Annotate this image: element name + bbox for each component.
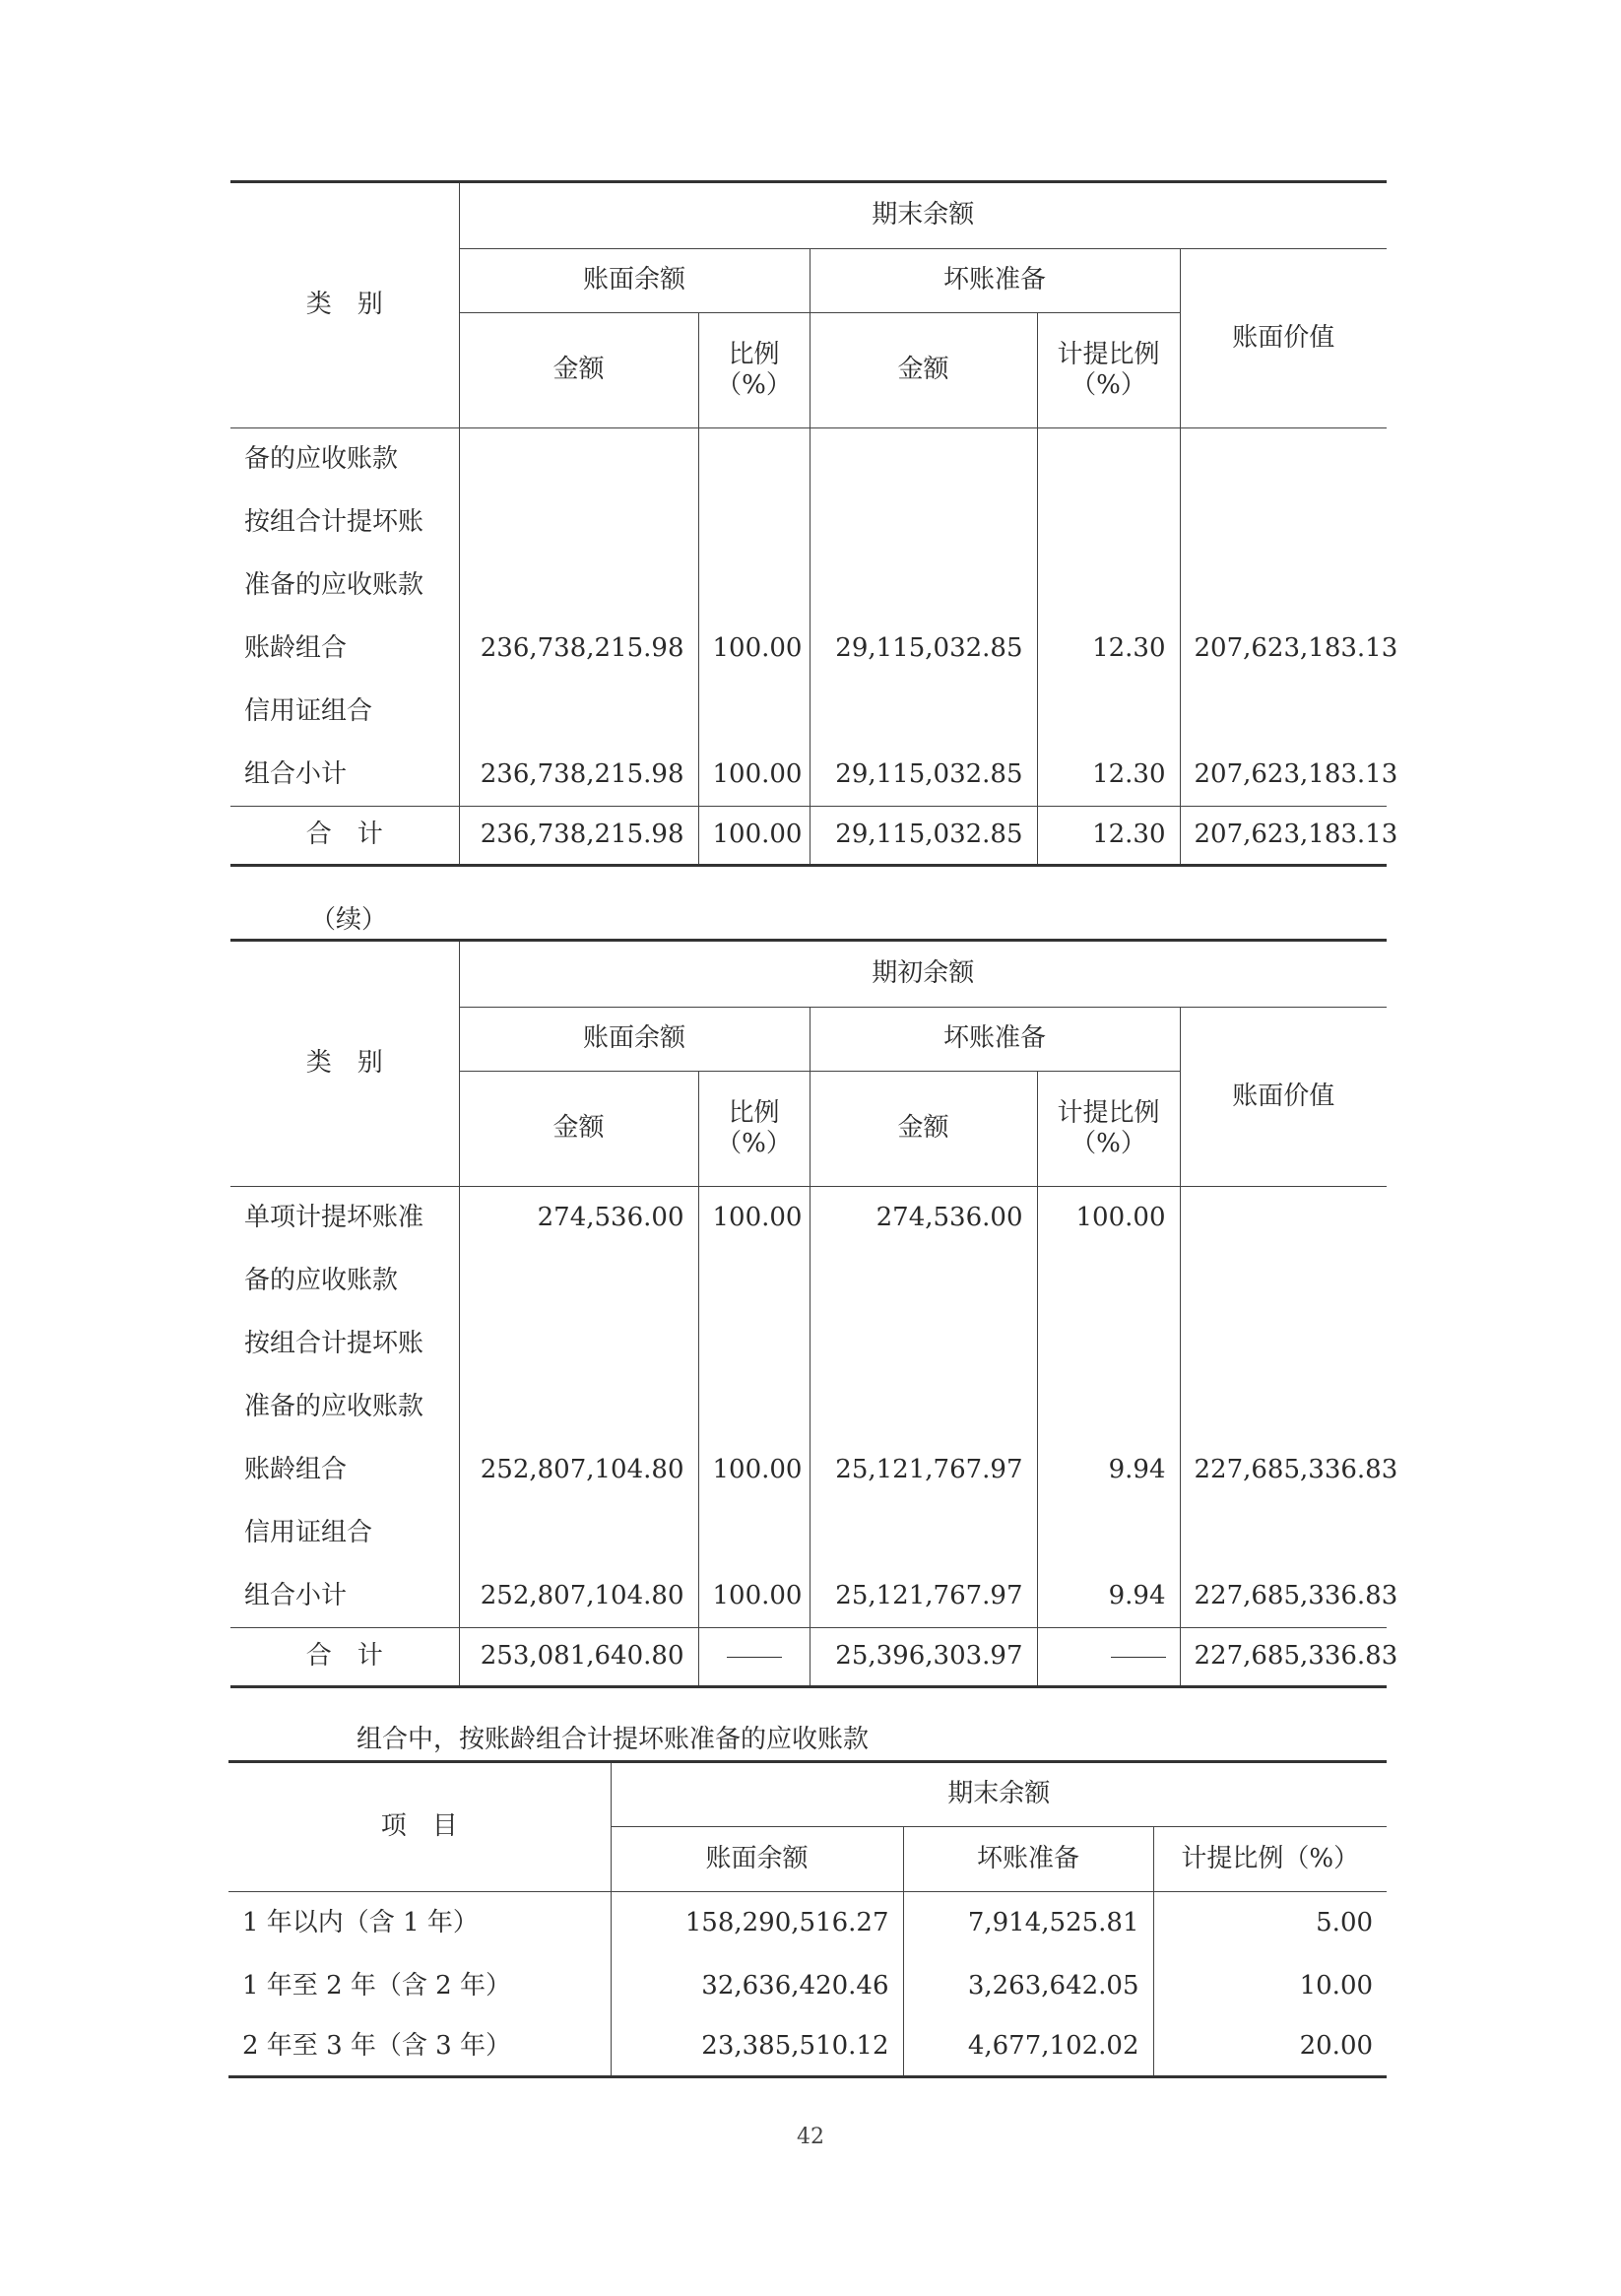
ratio-unit: （%） <box>716 370 792 400</box>
carrying-value-header: 账面价值 <box>1180 1008 1387 1187</box>
dash-mark <box>727 1657 782 1658</box>
provision-ratio-label: 计提比例 <box>1057 339 1160 369</box>
provision-ratio-header: 计提比例（%） <box>1153 1827 1387 1892</box>
provision-ratio-unit: （%） <box>1070 1129 1146 1158</box>
period-header: 期末余额 <box>611 1762 1387 1827</box>
period-header: 期初余额 <box>459 941 1387 1008</box>
ratio-label: 比例 <box>728 339 780 369</box>
table-row: 账龄组合 252,807,104.80 100.00 25,121,767.97 9.94 227,685,336.83 <box>230 1439 1387 1502</box>
table-row: 2 年至 3 年（含 3 年） 23,385,510.12 4,677,102.02 20.00 <box>228 2018 1387 2077</box>
dash-cell <box>1037 1628 1180 1687</box>
dash-mark <box>1111 1657 1166 1658</box>
dash-cell <box>698 1628 810 1687</box>
book-balance-header: 账面余额 <box>611 1827 903 1892</box>
table-row: 按组合计提坏账 <box>230 1313 1387 1376</box>
ratio-header <box>698 313 810 428</box>
total-row: 合 计 236,738,215.98 100.00 29,115,032.85 12.30 207,623,183.13 <box>230 807 1387 866</box>
table-row: 按组合计提坏账 <box>230 492 1387 555</box>
ratio-unit: （%） <box>716 1129 792 1158</box>
table-row: 信用证组合 <box>230 1502 1387 1565</box>
table-row: 组合小计 252,807,104.80 100.00 25,121,767.97 9.94 227,685,336.83 <box>230 1565 1387 1628</box>
bad-debt-header: 坏账准备 <box>810 249 1180 313</box>
table-row: 单项计提坏账准 274,536.00 100.00 274,536.00 100.00 <box>230 1187 1387 1250</box>
period-header: 期末余额 <box>459 182 1387 249</box>
table-row: 1 年以内（含 1 年） 158,290,516.27 7,914,525.81 5.00 <box>228 1892 1387 1955</box>
opening-balance-table <box>230 939 1398 1688</box>
bad-debt-header: 坏账准备 <box>810 1008 1180 1072</box>
table-row: 信用证组合 <box>230 681 1387 744</box>
ratio-header <box>698 1072 810 1187</box>
provision-amount-header: 金额 <box>810 313 1037 428</box>
aging-caption: 组合中，按账龄组合计提坏账准备的应收账款 <box>357 1725 870 1754</box>
provision-ratio-header <box>1037 313 1180 428</box>
aging-table <box>228 1760 1387 2078</box>
provision-ratio-unit: （%） <box>1070 370 1146 400</box>
table-row: 准备的应收账款 <box>230 1376 1387 1439</box>
table-row: 备的应收账款 <box>230 1250 1387 1313</box>
book-balance-header: 账面余额 <box>459 1008 810 1072</box>
ratio-label: 比例 <box>728 1097 780 1128</box>
table-row: 备的应收账款 <box>230 428 1387 492</box>
book-balance-header: 账面余额 <box>459 249 810 313</box>
page-number: 42 <box>797 2125 824 2149</box>
ending-balance-table <box>230 180 1398 867</box>
provision-amount-header: 金额 <box>810 1072 1037 1187</box>
amount-header: 金额 <box>459 313 698 428</box>
continued-label: （续） <box>310 905 388 935</box>
provision-ratio-header <box>1037 1072 1180 1187</box>
total-row: 合 计 253,081,640.80 25,396,303.97 227,685,336.83 <box>230 1628 1387 1687</box>
table-row: 组合小计 236,738,215.98 100.00 29,115,032.85 12.30 207,623,183.13 <box>230 744 1387 807</box>
table-row: 账龄组合 236,738,215.98 100.00 29,115,032.85 12.30 207,623,183.13 <box>230 618 1387 681</box>
table-row: 准备的应收账款 <box>230 555 1387 618</box>
carrying-value-header: 账面价值 <box>1180 249 1387 428</box>
table-row: 1 年至 2 年（含 2 年） 32,636,420.46 3,263,642.05 10.00 <box>228 1955 1387 2018</box>
item-header: 项 目 <box>228 1762 611 1892</box>
provision-ratio-label: 计提比例 <box>1057 1097 1160 1128</box>
bad-debt-header: 坏账准备 <box>903 1827 1153 1892</box>
category-header: 类 别 <box>230 941 459 1187</box>
amount-header: 金额 <box>459 1072 698 1187</box>
category-header: 类 别 <box>230 182 459 428</box>
